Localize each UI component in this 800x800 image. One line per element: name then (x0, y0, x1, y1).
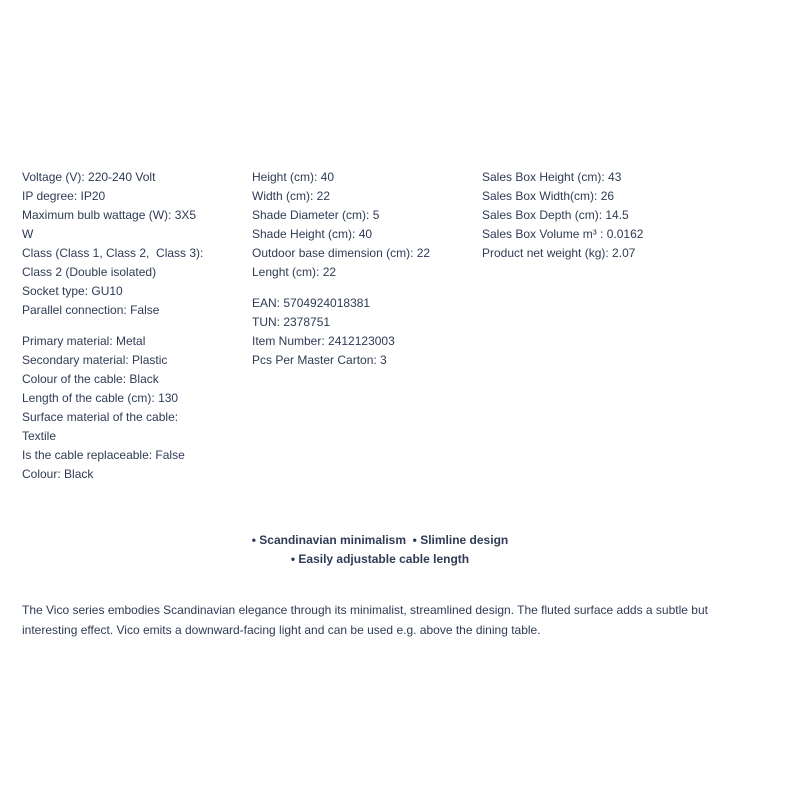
feature-line-1: • Scandinavian minimalism • Slimline design (251, 533, 509, 547)
spec-cable-surface-value: Textile (22, 429, 57, 443)
spec-ean: EAN: 5704924018381 (252, 296, 371, 310)
spec-primary-material: Primary material: Metal (22, 334, 146, 348)
spec-length: Lenght (cm): 22 (252, 265, 337, 279)
spec-shade-diameter: Shade Diameter (cm): 5 (252, 208, 380, 222)
spec-tun: TUN: 2378751 (252, 315, 331, 329)
specs-column-sales-box (482, 168, 782, 263)
spec-pcs-per-carton: Pcs Per Master Carton: 3 (252, 353, 387, 367)
product-description: The Vico series embodies Scandinavian elegance through its minimalist, streamlined design. The fluted surface adds a subtle but interesting effect. Vico emits a downward-facing light and can be used e.g. above the dining table. (22, 603, 708, 637)
spec-outdoor-base-dimension: Outdoor base dimension (cm): 22 (252, 246, 431, 260)
spec-width: Width (cm): 22 (252, 189, 331, 203)
spec-sales-box-width: Sales Box Width(cm): 26 (482, 189, 615, 203)
spec-height: Height (cm): 40 (252, 170, 335, 184)
spec-cable-length: Length of the cable (cm): 130 (22, 391, 179, 405)
spec-shade-height: Shade Height (cm): 40 (252, 227, 373, 241)
spec-class-value: Class 2 (Double isolated) (22, 265, 157, 279)
spec-cable-replaceable: Is the cable replaceable: False (22, 448, 185, 462)
spec-secondary-material: Secondary material: Plastic (22, 353, 168, 367)
spec-parallel-connection: Parallel connection: False (22, 303, 160, 317)
group-spacer (22, 320, 227, 332)
spec-net-weight: Product net weight (kg): 2.07 (482, 246, 636, 260)
specs-column-dimensions-ids (252, 168, 467, 370)
spec-colour: Colour: Black (22, 467, 94, 481)
specs-column-electrical-materials (22, 168, 227, 484)
feature-line-2: • Easily adjustable cable length (290, 552, 470, 566)
spec-voltage: Voltage (V): 220-240 Volt (22, 170, 156, 184)
spec-sales-box-depth: Sales Box Depth (cm): 14.5 (482, 208, 629, 222)
spec-max-bulb-wattage-unit: W (22, 227, 34, 241)
group-spacer (252, 282, 467, 294)
spec-item-number: Item Number: 2412123003 (252, 334, 395, 348)
spec-cable-surface-label: Surface material of the cable: (22, 410, 179, 424)
spec-socket-type: Socket type: GU10 (22, 284, 123, 298)
spec-sales-box-volume: Sales Box Volume m³ : 0.0162 (482, 227, 644, 241)
spec-sales-box-height: Sales Box Height (cm): 43 (482, 170, 622, 184)
spec-ip-degree: IP degree: IP20 (22, 189, 106, 203)
spec-class-label: Class (Class 1, Class 2, Class 3): (22, 246, 204, 260)
spec-max-bulb-wattage: Maximum bulb wattage (W): 3X5 (22, 208, 197, 222)
feature-highlights (0, 531, 760, 569)
spec-cable-colour: Colour of the cable: Black (22, 372, 159, 386)
